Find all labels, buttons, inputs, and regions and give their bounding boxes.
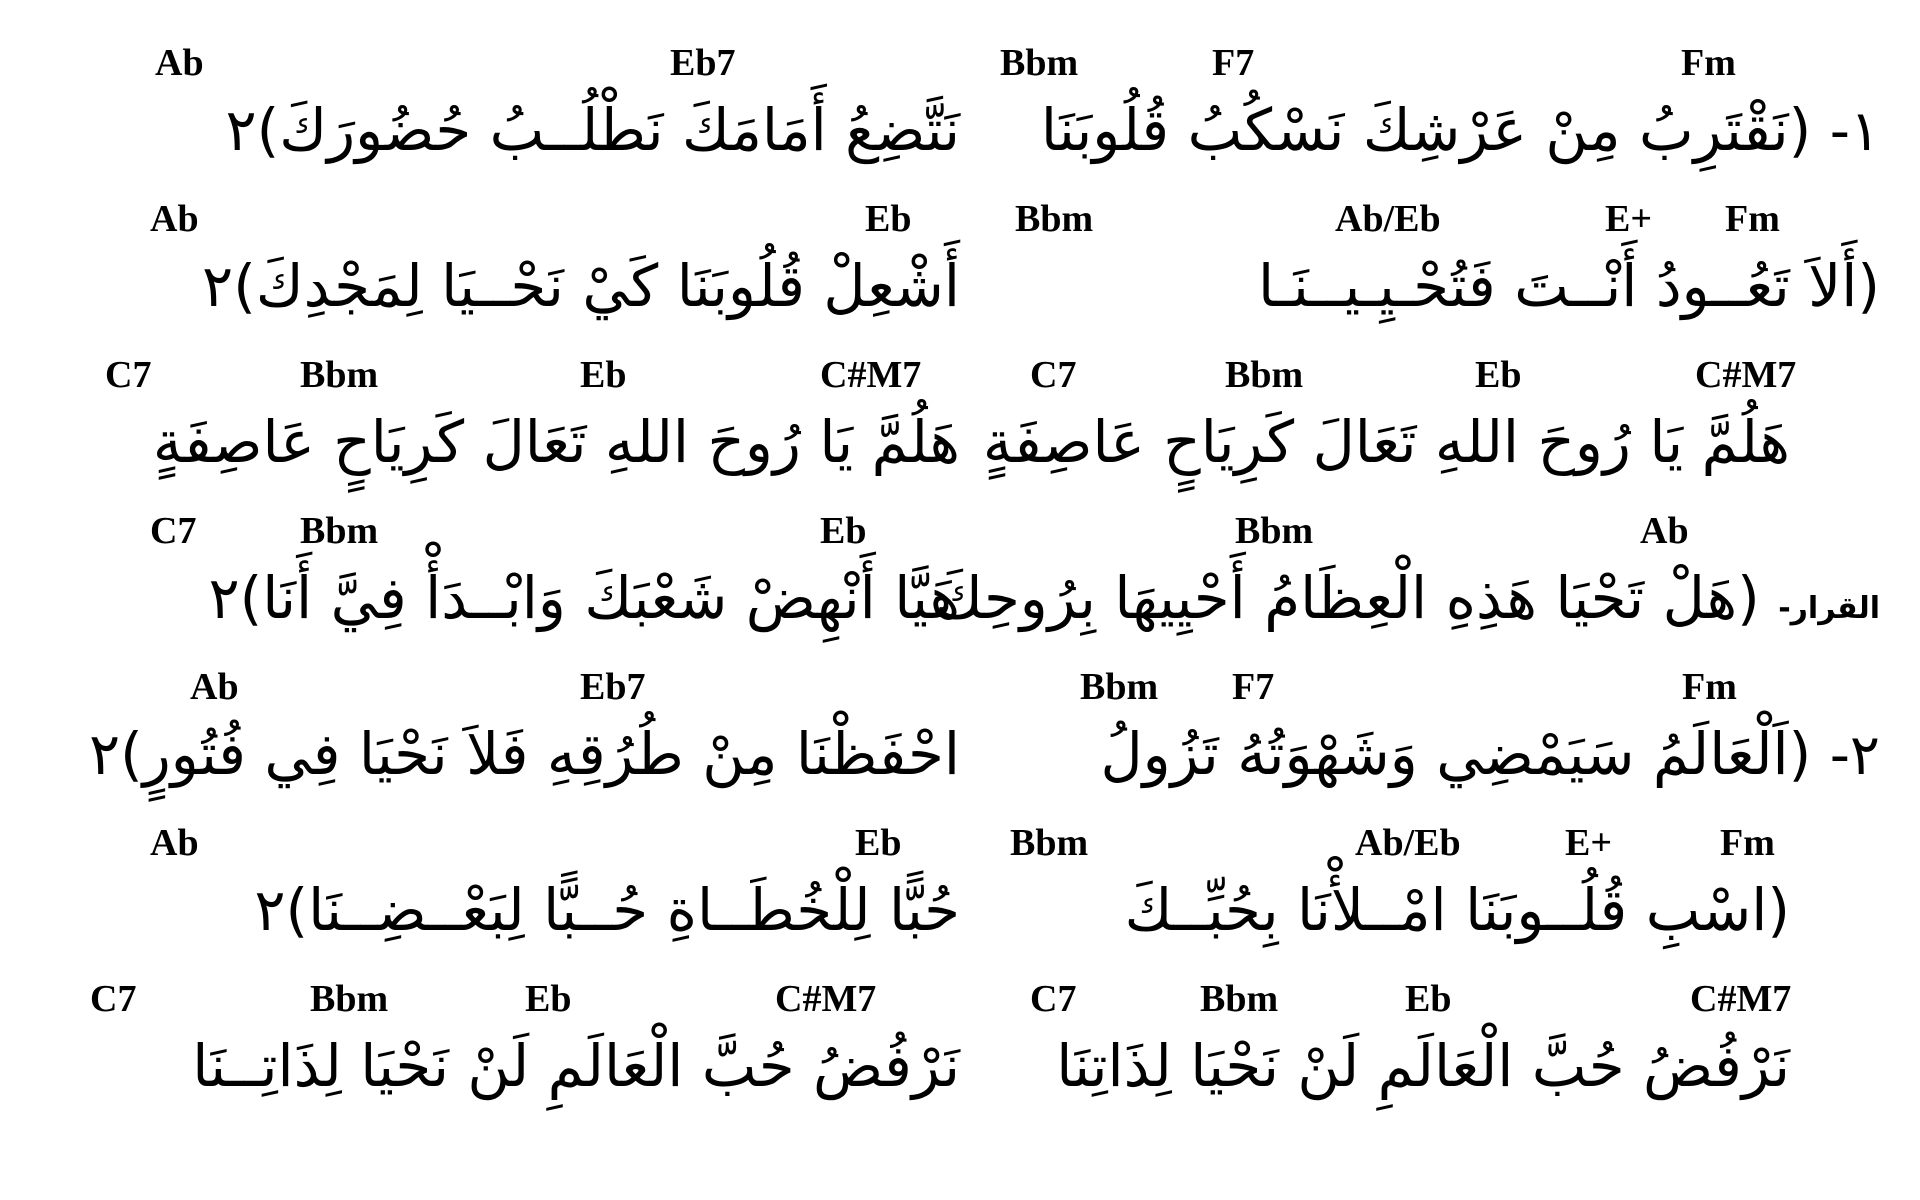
lyric-text: (نَقْتَرِبُ مِنْ عَرْشِكَ نَسْكُبُ قُلُوبَنَا bbox=[1040, 96, 1812, 164]
chord-label: Ab/Eb bbox=[1335, 198, 1441, 240]
lyric-text: (اسْبِ قُلُــوبَنَا امْــلأْنَا بِحُبِّــكَ bbox=[1124, 876, 1790, 944]
verse-line bbox=[80, 40, 960, 196]
lyric-line bbox=[1000, 868, 1790, 952]
chord-label: Bbm bbox=[1080, 666, 1159, 708]
chord-label: Eb bbox=[855, 822, 902, 864]
chord-label: E+ bbox=[1565, 822, 1612, 864]
lyric-line bbox=[935, 556, 1880, 651]
chord-label: Bbm bbox=[1200, 978, 1279, 1020]
lyric-line bbox=[80, 88, 960, 172]
verse-line bbox=[80, 352, 960, 508]
lyric-text: هَيَّا أَنْهِضْ شَعْبَكَ وَابْــدَأْ فِيَّ أَنَا)٢ bbox=[208, 564, 960, 632]
verse-line bbox=[80, 820, 960, 976]
chord-label: C7 bbox=[1030, 354, 1077, 396]
lyric-line bbox=[1000, 712, 1880, 798]
lyric-line bbox=[1000, 244, 1880, 328]
lyric-line bbox=[80, 400, 960, 484]
lyric-text: حُبًّا لِلْخُطَــاةِ حُــبًّا لِبَعْــضِــنَا)٢ bbox=[254, 876, 960, 944]
chord-label: C#M7 bbox=[775, 978, 877, 1020]
chord-label: Fm bbox=[1720, 822, 1775, 864]
chord-label: C7 bbox=[1030, 978, 1077, 1020]
chord-label: Bbm bbox=[1235, 510, 1314, 552]
chord-label: C7 bbox=[105, 354, 152, 396]
chord-label: Eb7 bbox=[670, 42, 736, 84]
chord-label: E+ bbox=[1605, 198, 1652, 240]
lyric-line bbox=[80, 556, 960, 640]
verse-line bbox=[80, 508, 960, 664]
chord-label: Eb bbox=[1405, 978, 1452, 1020]
chord-label: Eb bbox=[1475, 354, 1522, 396]
verse-line bbox=[1000, 664, 1880, 820]
chord-label: Fm bbox=[1681, 42, 1736, 84]
lyric-line bbox=[80, 868, 960, 952]
verse-line bbox=[1000, 40, 1880, 196]
lyric-line bbox=[1000, 1024, 1790, 1108]
lyric-text: (هَلْ تَحْيَا هَذِهِ الْعِظَامُ أَحْيِيهَا بِرُوحِكَ bbox=[935, 564, 1760, 632]
chord-label: Ab bbox=[190, 666, 239, 708]
verse-line bbox=[80, 976, 960, 1132]
verse-line bbox=[80, 664, 960, 820]
verse-line bbox=[1000, 976, 1880, 1132]
chord-label: Bbm bbox=[310, 978, 389, 1020]
lyric-line bbox=[80, 712, 960, 796]
lyric-text: هَلُمَّ يَا رُوحَ اللهِ تَعَالَ كَرِيَاحٍ عَاصِفَةٍ bbox=[152, 408, 960, 476]
lyric-text: نَتَّضِعُ أَمَامَكَ نَطْلُــبُ حُضُورَكَ)٢ bbox=[225, 96, 960, 164]
chord-label: F7 bbox=[1232, 666, 1275, 708]
chord-label: C7 bbox=[90, 978, 137, 1020]
chord-label: Eb bbox=[525, 978, 572, 1020]
left-column bbox=[80, 40, 960, 1132]
chord-label: C#M7 bbox=[820, 354, 922, 396]
chord-label: Fm bbox=[1682, 666, 1737, 708]
lyric-text: أَشْعِلْ قُلُوبَنَا كَيْ نَحْــيَا لِمَجْدِكَ)٢ bbox=[202, 252, 960, 320]
lyric-text: احْفَظْنَا مِنْ طُرُقِهِ فَلاَ نَحْيَا فِي فُتُورٍ)٢ bbox=[88, 720, 960, 788]
chord-label: C7 bbox=[150, 510, 197, 552]
lyric-text: نَرْفُضُ حُبَّ الْعَالَمِ لَنْ نَحْيَا لِذَاتِــنَا bbox=[192, 1032, 960, 1100]
chord-label: Bbm bbox=[1225, 354, 1304, 396]
verse-number: ١- bbox=[1829, 99, 1880, 164]
chorus-line bbox=[935, 508, 1880, 664]
verse-line bbox=[80, 196, 960, 352]
lyric-text: نَرْفُضُ حُبَّ الْعَالَمِ لَنْ نَحْيَا لِذَاتِنَا bbox=[1056, 1032, 1790, 1100]
lyric-text: (اَلْعَالَمُ سَيَمْضِي وَشَهْوَتُهُ تَزُولُ bbox=[1100, 720, 1812, 788]
chord-label: C#M7 bbox=[1690, 978, 1792, 1020]
chord-label: Ab bbox=[1640, 510, 1689, 552]
verse-line bbox=[1000, 196, 1880, 352]
chord-label: Bbm bbox=[1010, 822, 1089, 864]
lyric-line bbox=[80, 244, 960, 328]
chord-label: Eb bbox=[820, 510, 867, 552]
chord-label: Eb7 bbox=[580, 666, 646, 708]
lyric-text: هَلُمَّ يَا رُوحَ اللهِ تَعَالَ كَرِيَاحٍ عَاصِفَةٍ bbox=[982, 408, 1790, 476]
verse-line bbox=[1000, 820, 1880, 976]
chord-label: Ab bbox=[150, 198, 199, 240]
chord-label: Eb bbox=[580, 354, 627, 396]
chord-label: Fm bbox=[1725, 198, 1780, 240]
chorus-marker: القرار- bbox=[1778, 591, 1880, 626]
chord-label: F7 bbox=[1212, 42, 1255, 84]
chord-label: Bbm bbox=[1015, 198, 1094, 240]
chord-label: Bbm bbox=[300, 510, 379, 552]
chord-label: Ab/Eb bbox=[1355, 822, 1461, 864]
chord-label: Ab bbox=[150, 822, 199, 864]
chord-label: Eb bbox=[865, 198, 912, 240]
right-column bbox=[935, 40, 1880, 1132]
lyric-line bbox=[1000, 88, 1880, 174]
lyric-text: (أَلاَ تَعُــودُ أَنْــتَ فَتُحْـيِـيــنَـا bbox=[1257, 252, 1880, 320]
verse-line bbox=[982, 352, 1880, 508]
chord-label: C#M7 bbox=[1695, 354, 1797, 396]
lyric-line bbox=[80, 1024, 960, 1108]
chord-label: Ab bbox=[155, 42, 204, 84]
verse-number: ٢- bbox=[1829, 723, 1880, 788]
chord-label: Bbm bbox=[1000, 42, 1079, 84]
chord-label: Bbm bbox=[300, 354, 379, 396]
lyric-line bbox=[982, 400, 1790, 484]
